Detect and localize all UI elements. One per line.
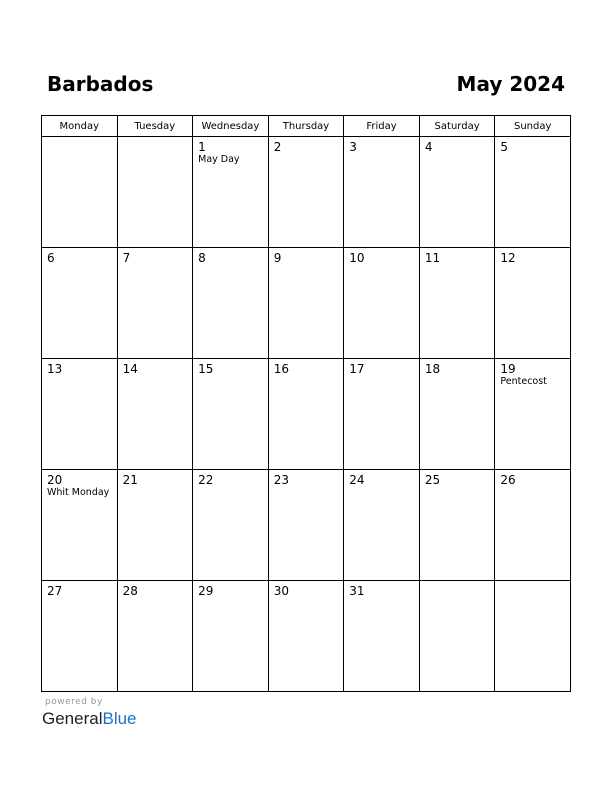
day-cell: [344, 248, 420, 359]
day-number: 9: [273, 251, 282, 265]
day-number: 28: [122, 584, 138, 598]
day-cell: [495, 470, 571, 581]
weekday-wednesday: Wednesday: [193, 116, 269, 137]
day-cell: [117, 137, 193, 248]
holiday-label: Whit Monday: [47, 487, 110, 498]
day-cell: [117, 248, 193, 359]
logo-blue-text: Blue: [102, 709, 137, 728]
calendar-grid: [41, 115, 571, 692]
weekday-monday: Monday: [42, 116, 118, 137]
week-row: [42, 359, 571, 470]
day-cell: [268, 581, 344, 692]
day-number: 29: [198, 584, 214, 598]
day-cell: [42, 470, 118, 581]
day-cell: [193, 581, 269, 692]
week-row: [42, 581, 571, 692]
day-number: 13: [47, 362, 63, 376]
logo-general-text: General: [42, 709, 103, 728]
day-cell: [117, 359, 193, 470]
week-row: [42, 470, 571, 581]
week-row: [42, 137, 571, 248]
day-cell: [193, 470, 269, 581]
day-number: 23: [273, 473, 289, 487]
generalblue-logo[interactable]: [42, 709, 137, 729]
day-number: 10: [349, 251, 365, 265]
day-number: 7: [122, 251, 131, 265]
weekday-friday: Friday: [344, 116, 420, 137]
day-cell: [344, 581, 420, 692]
day-number: 12: [500, 251, 516, 265]
day-cell: [344, 470, 420, 581]
week-row: [42, 248, 571, 359]
day-cell: [117, 470, 193, 581]
day-number: 15: [198, 362, 214, 376]
day-number: [42, 137, 117, 140]
day-cell: [42, 137, 118, 248]
weekday-saturday: Saturday: [419, 116, 495, 137]
month-year-title: May 2024: [456, 72, 565, 96]
day-cell: [42, 359, 118, 470]
day-cell: [42, 248, 118, 359]
day-number: 4: [424, 140, 433, 154]
day-cell: [268, 248, 344, 359]
day-cell: [419, 248, 495, 359]
day-number: 8: [198, 251, 206, 265]
day-number: 25: [424, 473, 441, 487]
weekday-tuesday: Tuesday: [117, 116, 193, 137]
day-number: [118, 137, 193, 140]
weekday-thursday: Thursday: [268, 116, 344, 137]
day-cell: [193, 137, 269, 248]
day-number: 20: [47, 473, 63, 487]
day-cell: [344, 137, 420, 248]
weekday-sunday: Sunday: [495, 116, 571, 137]
day-number: 31: [349, 584, 365, 598]
day-cell: [42, 581, 118, 692]
country-title: Barbados: [47, 72, 154, 96]
day-number: 1: [198, 140, 206, 154]
powered-by-label: powered by: [45, 697, 103, 707]
weekday-header-row: [42, 116, 571, 137]
day-number: 19: [500, 362, 516, 376]
day-cell: [193, 248, 269, 359]
day-number: 17: [349, 362, 365, 376]
day-cell: [193, 359, 269, 470]
day-cell: [419, 137, 495, 248]
day-cell: [419, 470, 495, 581]
day-number: 22: [198, 473, 214, 487]
day-number: [420, 581, 495, 584]
day-number: 26: [500, 473, 516, 487]
day-number: 16: [273, 362, 289, 376]
day-number: 2: [273, 140, 282, 154]
holiday-label: Pentecost: [500, 376, 547, 387]
day-cell: [117, 581, 193, 692]
day-cell: [495, 248, 571, 359]
day-number: 6: [47, 251, 55, 265]
day-cell: [495, 581, 571, 692]
day-number: 24: [349, 473, 365, 487]
day-cell: [419, 359, 495, 470]
day-cell: [268, 359, 344, 470]
day-cell: [268, 137, 344, 248]
day-number: 11: [424, 251, 441, 265]
day-number: 14: [122, 362, 138, 376]
day-number: 30: [273, 584, 289, 598]
day-number: 3: [349, 140, 357, 154]
day-cell: [344, 359, 420, 470]
day-number: 5: [500, 140, 509, 154]
day-cell: [268, 470, 344, 581]
day-cell: [495, 137, 571, 248]
day-number: 21: [122, 473, 138, 487]
day-cell: [495, 359, 571, 470]
holiday-label: May Day: [198, 154, 240, 165]
day-number: [495, 581, 570, 584]
day-number: 27: [47, 584, 63, 598]
day-cell: [419, 581, 495, 692]
day-number: 18: [424, 362, 441, 376]
